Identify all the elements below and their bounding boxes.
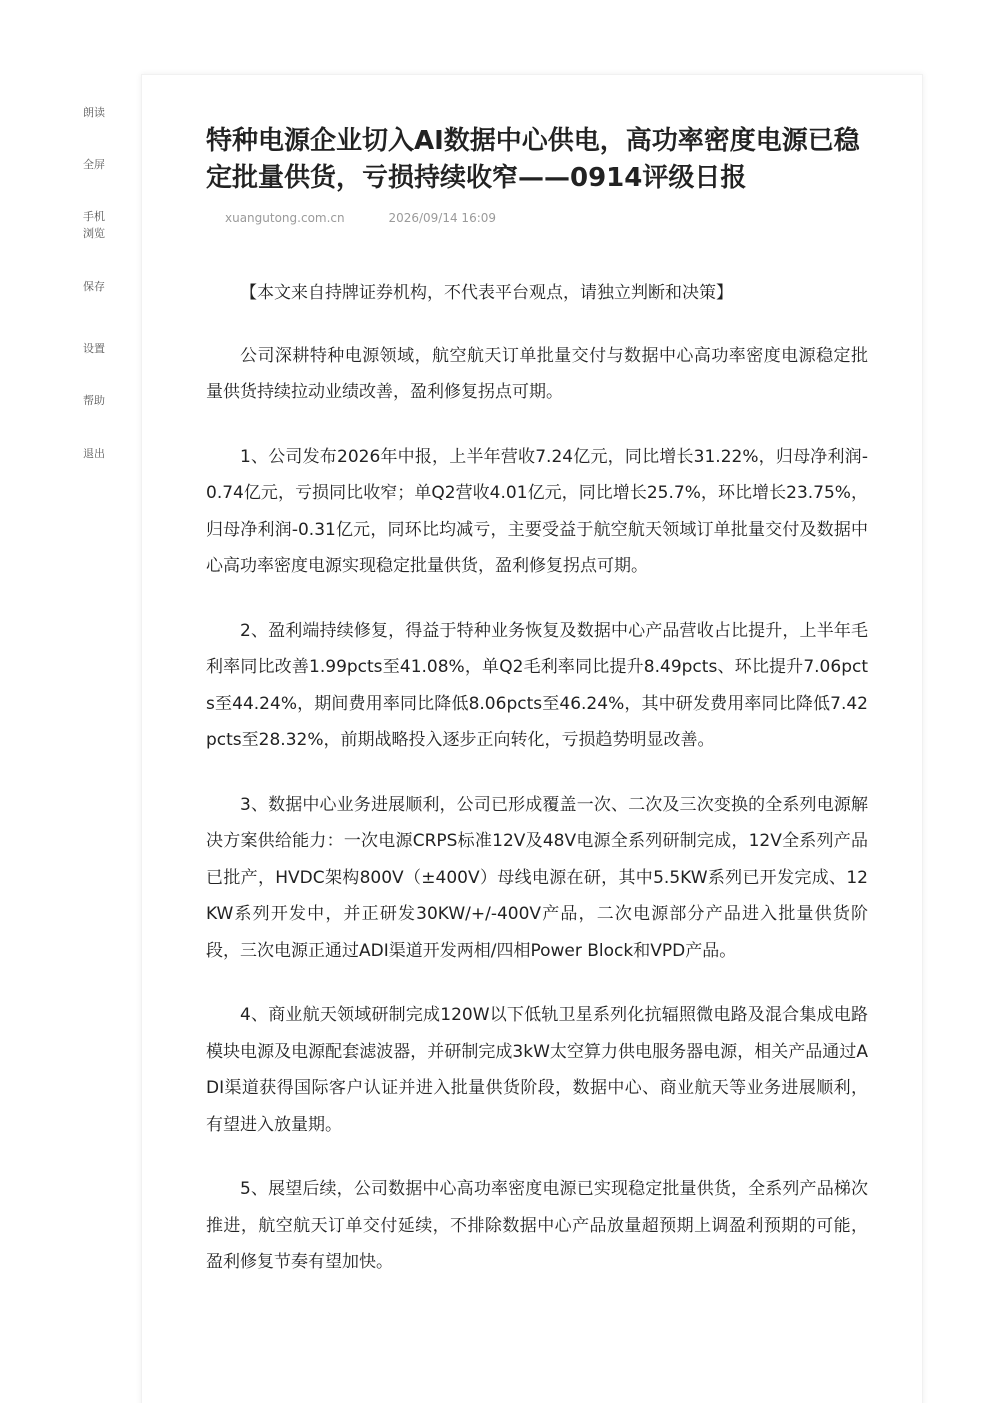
sidebar-read-aloud[interactable]: 朗读 — [83, 106, 105, 119]
body-paragraph-1: 1、公司发布2026年中报，上半年营收7.24亿元，同比增长31.22%，归母净利润-0.74亿元，亏损同比收窄；单Q2营收4.01亿元，同比增长25.7%，环比增长23.75%，归母净利润-0.31亿元，同环比均减亏，主要受益于航空航天领域订单批量交付及数据中心高功率密度电源实现稳定批量供货，盈利修复拐点可期。 — [206, 446, 868, 576]
article-body — [206, 275, 868, 1309]
body-paragraph-4: 4、商业航天领域研制完成120W以下低轨卫星系列化抗辐照微电路及混合集成电路模块电源及电源配套滤波器，并研制完成3kW太空算力供电服务器电源，相关产品通过ADI渠道获得国际客户认证并进入批量供货阶段，数据中心、商业航天等业务进展顺利，有望进入放量期。 — [206, 1005, 868, 1135]
sidebar-settings[interactable]: 设置 — [83, 342, 105, 355]
sidebar-exit[interactable]: 退出 — [83, 447, 105, 460]
disclaimer-paragraph: 【本文来自持牌证券机构，不代表平台观点，请独立判断和决策】 — [240, 283, 733, 303]
article-title: 特种电源企业切入AI数据中心供电，高功率密度电源已稳定批量供货，亏损持续收窄——0914评级日报 — [206, 126, 860, 193]
article-date: 2026/09/14 16:09 — [388, 211, 497, 225]
summary-paragraph: 公司深耕特种电源领域，航空航天订单批量交付与数据中心高功率密度电源稳定批量供货持续拉动业绩改善，盈利修复拐点可期。 — [206, 345, 868, 402]
body-paragraph-2: 2、盈利端持续修复，得益于特种业务恢复及数据中心产品营收占比提升，上半年毛利率同比改善1.99pcts至41.08%，单Q2毛利率同比提升8.49pcts、环比提升7.06pcts至44.24%，期间费用率同比降低8.06pcts至46.24%，其中研发费用率同比降低7.42pcts至28.32%，前期战略投入逐步正向转化，亏损趋势明显改善。 — [206, 620, 868, 750]
body-paragraph-5: 5、展望后续，公司数据中心高功率密度电源已实现稳定批量供货，全系列产品梯次推进，航空航天订单交付延续，不排除数据中心产品放量超预期上调盈利预期的可能，盈利修复节奏有望加快。 — [206, 1179, 868, 1272]
sidebar-mobile-view[interactable]: 手机 浏览 — [83, 210, 105, 240]
sidebar-fullscreen[interactable]: 全屏 — [83, 158, 105, 171]
article-source: xuangutong.com.cn — [225, 211, 345, 225]
sidebar-save[interactable]: 保存 — [83, 280, 105, 293]
body-paragraph-3: 3、数据中心业务进展顺利，公司已形成覆盖一次、二次及三次变换的全系列电源解决方案供给能力：一次电源CRPS标准12V及48V电源全系列研制完成，12V全系列产品已批产，HVDC架构800V（±400V）母线电源在研，其中5.5KW系列已开发完成、12KW系列开发中，并正研发30KW/+/-400V产品，二次电源部分产品进入批量供货阶段，三次电源正通过ADI渠道开发两相/四相Power Block和VPD产品。 — [206, 794, 868, 961]
sidebar-help[interactable]: 帮助 — [83, 394, 105, 407]
article-meta — [225, 211, 496, 225]
article-card — [141, 74, 923, 1403]
